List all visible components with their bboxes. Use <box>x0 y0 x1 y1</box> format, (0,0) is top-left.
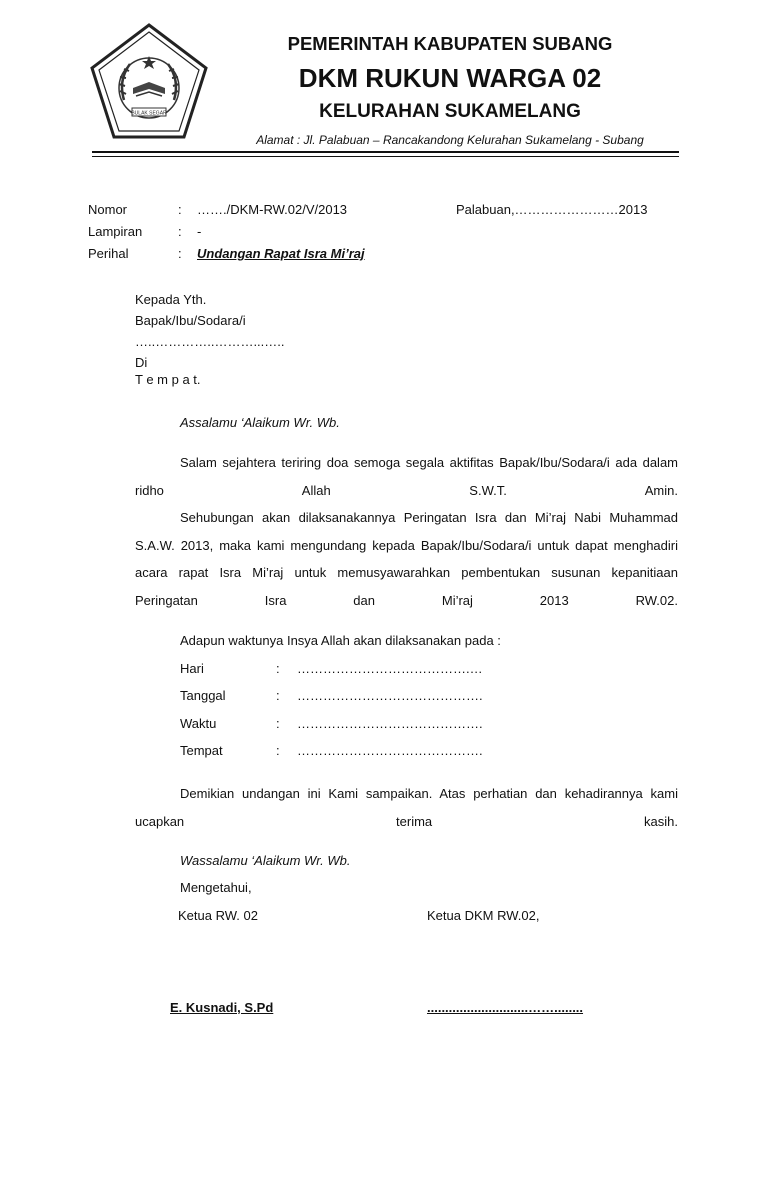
lampiran-value: - <box>197 224 202 239</box>
schedule-colon: : <box>276 661 280 676</box>
recipient-line-1: Kepada Yth. <box>135 292 207 307</box>
recipient-line-3: …..…………..………...….. <box>135 334 285 349</box>
letterhead-address: Alamat : Jl. Palabuan – Rancakandong Kelurahan Sukamelang - Subang <box>256 133 644 147</box>
schedule-label-waktu: Waktu <box>180 716 217 731</box>
recipient-line-2: Bapak/Ibu/Sodara/i <box>135 313 246 328</box>
paragraph-invitation: Sehubungan akan dilaksanakannya Peringatan Isra dan Mi’raj Nabi Muhammad S.A.W. 2013, maka kami mengundang kepada Bapak/Ibu/Sodara/i untuk dapat menghadiri acara rapat Isra Mi’raj untuk memusyawarahkan pembentukan susunan kepanitiaan Peringatan Isra dan Mi’raj 2013 RW.02. <box>135 510 678 608</box>
farewell: Wassalamu ‘Alaikum Wr. Wb. <box>180 853 351 868</box>
signature-right-title: Ketua DKM RW.02, <box>427 908 540 923</box>
nomor-value: ……./DKM-RW.02/V/2013 <box>197 202 348 217</box>
greeting: Assalamu ‘Alaikum Wr. Wb. <box>180 415 340 430</box>
signature-left-title: Ketua RW. 02 <box>178 908 258 923</box>
place-date: Palabuan,……………………2013 <box>456 202 648 217</box>
perihal-label: Perihal <box>88 246 129 261</box>
lampiran-label: Lampiran <box>88 224 143 239</box>
letterhead-rule-thick <box>92 151 679 153</box>
signature-right-name: ............................……........ <box>427 1000 584 1015</box>
recipient-line-4: Di <box>135 355 148 370</box>
schedule-value-hari: ………………………………….… <box>297 661 483 676</box>
lampiran-colon: : <box>178 224 182 239</box>
paragraph-opening: Salam sejahtera teriring doa semoga segala aktifitas Bapak/Ibu/Sodara/i ada dalam ridho Allah S.W.T. Amin. <box>135 455 678 498</box>
schedule-intro: Adapun waktunya Insya Allah akan dilaksanakan pada : <box>180 633 501 648</box>
letterhead-government: PEMERINTAH KABUPATEN SUBANG <box>287 33 613 54</box>
nomor-colon: : <box>178 202 182 217</box>
schedule-label-hari: Hari <box>180 661 204 676</box>
schedule-value-tanggal: ……………………………………. <box>297 688 483 703</box>
letterhead-district: KELURAHAN SUKAMELANG <box>319 101 581 122</box>
schedule-value-waktu: ……………………………………. <box>297 716 483 731</box>
schedule-label-tanggal: Tanggal <box>180 688 226 703</box>
ministry-of-religion-emblem-icon <box>88 22 210 142</box>
letterhead-rule-thin <box>92 156 679 157</box>
signature-left-name: E. Kusnadi, S.Pd <box>170 1000 274 1015</box>
schedule-label-tempat: Tempat <box>180 743 223 758</box>
schedule-colon: : <box>276 743 280 758</box>
svg-text:BULAK SEGAR: BULAK SEGAR <box>131 110 167 117</box>
schedule-value-tempat: ……………………………………. <box>297 743 483 758</box>
schedule-colon: : <box>276 716 280 731</box>
nomor-label: Nomor <box>88 202 128 217</box>
recipient-line-5: T e m p a t. <box>135 372 201 387</box>
paragraph-closing: Demikian undangan ini Kami sampaikan. Atas perhatian dan kehadirannya kami ucapkan terima kasih. <box>135 786 678 829</box>
perihal-value: Undangan Rapat Isra Mi’raj <box>197 246 365 261</box>
schedule-colon: : <box>276 688 280 703</box>
letterhead-organization: DKM RUKUN WARGA 02 <box>298 63 602 93</box>
perihal-colon: : <box>178 246 182 261</box>
acknowledged-label: Mengetahui, <box>180 880 252 895</box>
